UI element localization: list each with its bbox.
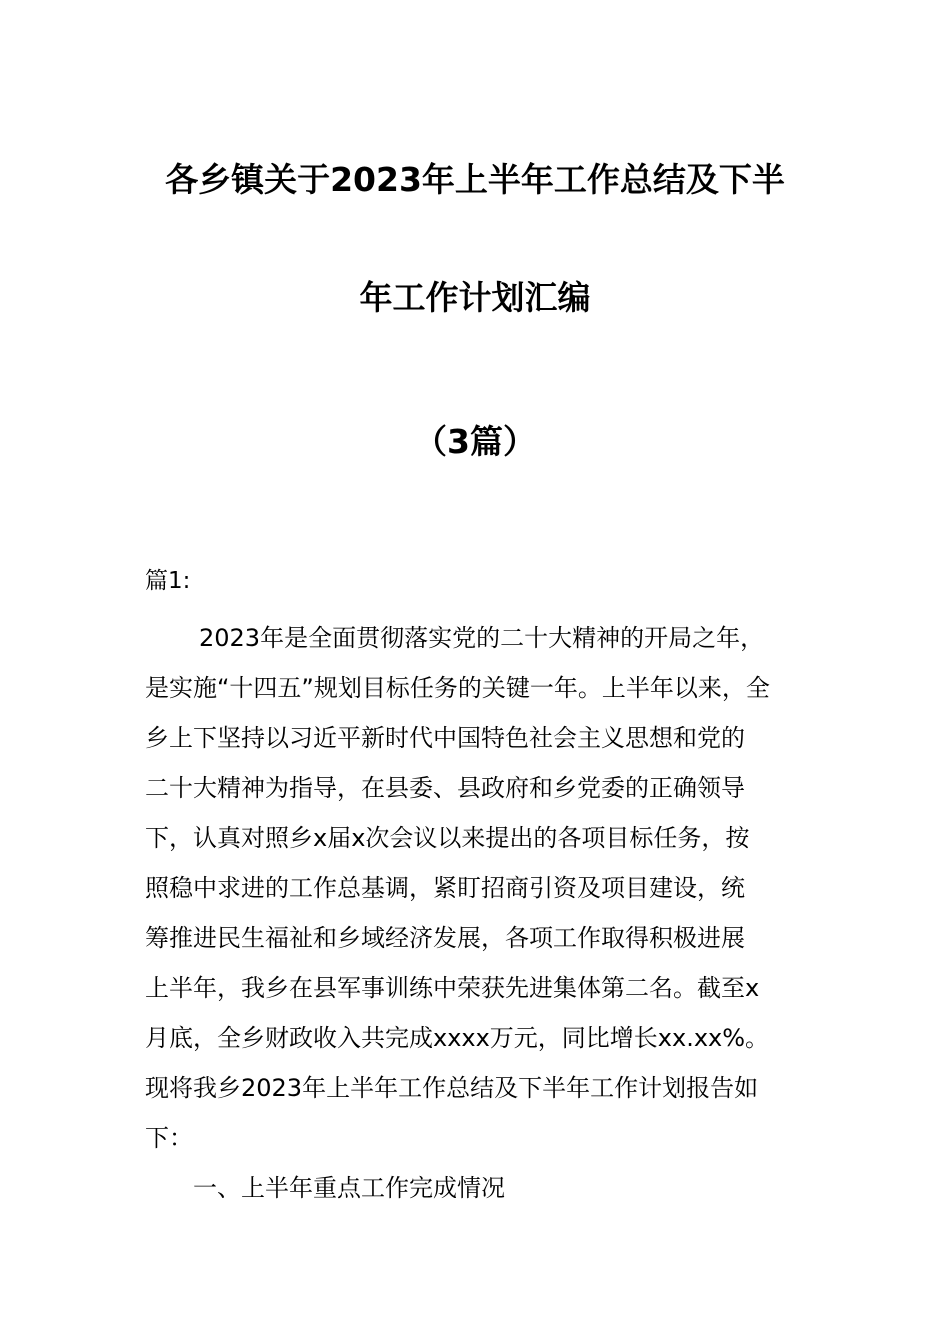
paragraph-line: 下： [145, 1124, 193, 1152]
section-heading: 一、上半年重点工作完成情况 [193, 1174, 505, 1202]
paragraph-line: 二十大精神为指导，在县委、县政府和乡党委的正确领导 [145, 774, 745, 802]
paragraph-line: 是实施“十四五”规划目标任务的关键一年。上半年以来，全 [145, 674, 770, 702]
paragraph-line: 上半年，我乡在县军事训练中荣获先进集体第二名。截至x [145, 974, 760, 1002]
paragraph-line: 2023年是全面贯彻落实党的二十大精神的开局之年， [199, 624, 765, 652]
paragraph-line: 乡上下坚持以习近平新时代中国特色社会主义思想和党的 [145, 724, 745, 752]
paragraph-line: 照稳中求进的工作总基调，紧盯招商引资及项目建设，统 [145, 874, 745, 902]
document-title-line-1: 各乡镇关于2023年上半年工作总结及下半 [165, 160, 785, 199]
paragraph-line: 下，认真对照乡x届x次会议以来提出的各项目标任务，按 [145, 824, 750, 852]
paragraph-line: 月底，全乡财政收入共完成xxxx万元，同比增长xx.xx%。 [145, 1024, 770, 1052]
document-title-line-2: 年工作计划汇编 [359, 278, 591, 317]
section-label: 篇1: [145, 568, 191, 594]
body-paragraph [145, 613, 807, 1213]
paragraph-line: 筹推进民生福祉和乡域经济发展，各项工作取得积极进展 [145, 924, 745, 952]
paragraph-line: 现将我乡2023年上半年工作总结及下半年工作计划报告如 [145, 1074, 759, 1102]
document-title-count: （3篇） [414, 422, 536, 461]
